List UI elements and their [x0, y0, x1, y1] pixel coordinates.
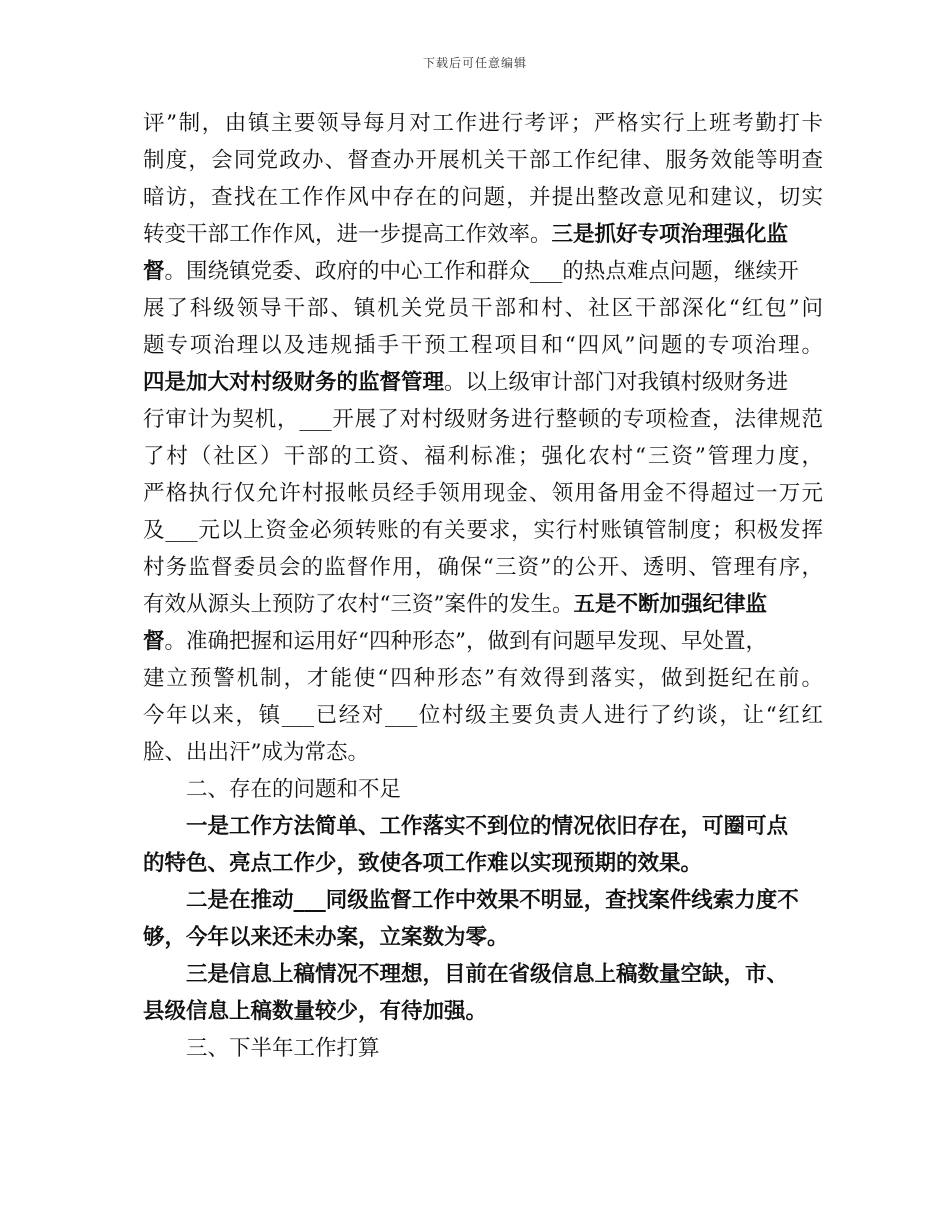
text-segment: 。以上级审计部门对我镇村级财务进: [444, 370, 789, 395]
text-segment: 有效从源头上预防了农村“三资”案件的发生。: [143, 592, 574, 617]
bold-heading-four: 四是加大对村级财务的监督管理: [143, 370, 445, 395]
problem-item-1: 一是工作方法简单、工作落实不到位的情况依旧存在，可圈可点: [186, 814, 789, 839]
text-segment: 转变干部工作作风，进一步提高工作效率。: [143, 222, 552, 247]
text-line: 暗访，查找在工作作风中存在的问题，并提出整改意见和建议，切实: [143, 185, 823, 210]
section-heading-3: 三、下半年工作打算: [186, 1036, 380, 1061]
text-line: 及___元以上资金必须转账的有关要求，实行村账镇管制度；积极发挥: [143, 518, 823, 543]
text-line: [143, 216, 823, 253]
bold-heading-three-end: 督: [143, 259, 165, 284]
text-line: 村务监督委员会的监督作用，确保“三资”的公开、透明、管理有序，: [143, 555, 823, 580]
text-line: 题专项治理以及违规插手干预工程项目和“四风”问题的专项治理。: [143, 333, 823, 358]
problem-item-3-cont: 县级信息上稿数量较少，有待加强。: [143, 999, 488, 1024]
text-line: 制度，会同党政办、督查办开展机关干部工作纪律、服务效能等明查: [143, 148, 823, 173]
text-line: 评”制，由镇主要领导每月对工作进行考评；严格实行上班考勤打卡: [143, 111, 823, 136]
bold-heading-five-end: 督: [143, 629, 165, 654]
problem-item-3: 三是信息上稿情况不理想，目前在省级信息上稿数量空缺，市、: [186, 962, 789, 987]
problem-item-1-cont: 的特色、亮点工作少，致使各项工作难以实现预期的效果。: [143, 851, 703, 876]
text-line: 脸、出出汗”成为常态。: [143, 740, 369, 765]
text-line: 行审计为契机，___开展了对村级财务进行整顿的专项检查，法律规范: [143, 407, 823, 432]
text-line: 建立预警机制，才能使“四种形态”有效得到落实，做到挺纪在前。: [143, 666, 823, 691]
text-line: [143, 364, 823, 401]
bold-heading-three: 三是抓好专项治理强化监: [551, 222, 789, 247]
text-line: 了村（社区）干部的工资、福利标准；强化农村“三资”管理力度，: [143, 444, 823, 469]
text-segment: 。围绕镇党委、政府的中心工作和群众___的热点难点问题，继续开: [164, 259, 799, 284]
section-heading-2: 二、存在的问题和不足: [186, 777, 402, 802]
text-line: 今年以来，镇___已经对___位村级主要负责人进行了约谈，让“红红: [143, 703, 823, 728]
problem-item-2: 二是在推动___同级监督工作中效果不明显，查找案件线索力度不: [186, 888, 799, 913]
text-line: 严格执行仅允许村报帐员经手领用现金、领用备用金不得超过一万元: [143, 481, 823, 506]
text-segment: 。准确把握和运用好“四种形态”，做到有问题早发现、早处置，: [164, 629, 768, 654]
text-line: [143, 253, 823, 290]
problem-item-2-cont: 够，今年以来还未办案，立案数为零。: [143, 925, 509, 950]
page-header: 下载后可任意编辑: [422, 56, 527, 70]
bold-heading-five: 五是不断加强纪律监: [573, 592, 768, 617]
text-line: 展了科级领导干部、镇机关党员干部和村、社区干部深化“红包”问: [143, 296, 823, 321]
text-line: [143, 586, 823, 623]
document-body: [143, 105, 823, 1067]
text-line: [143, 623, 823, 660]
